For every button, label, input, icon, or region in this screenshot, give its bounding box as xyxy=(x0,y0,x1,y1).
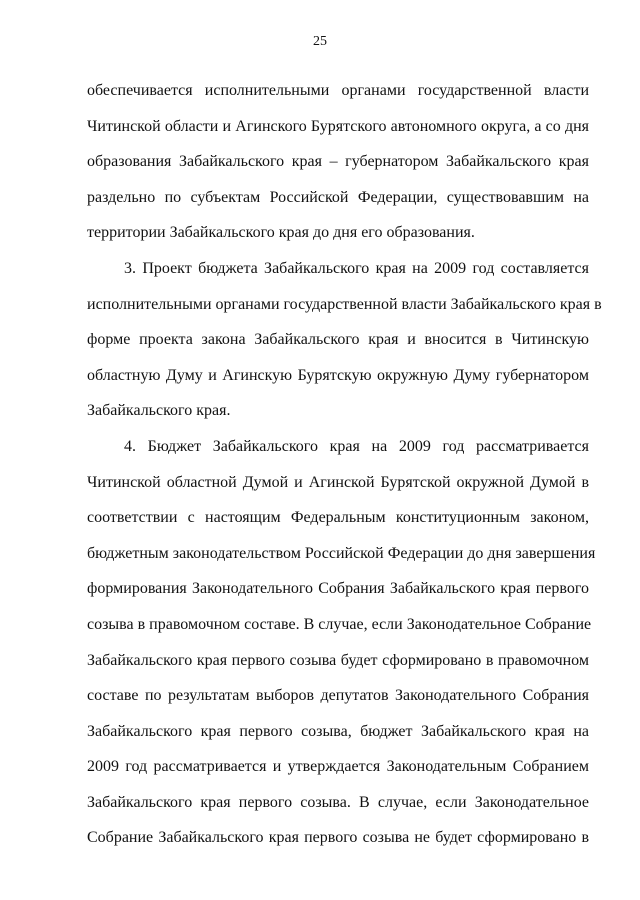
paragraph-1-line-4: раздельно по субъектам Российской Федерации, существовавшим на xyxy=(87,188,589,206)
paragraph-1-line-1: обеспечивается исполнительными органами государственной власти xyxy=(87,82,589,99)
paragraph-3-line-6: созыва в правомочном составе. В случае, если Законодательное Собрание xyxy=(87,615,592,633)
paragraph-1-line-2: Читинской области и Агинского Бурятского автономного округа, а со дня xyxy=(87,117,589,135)
paragraph-3-line-3: соответствии с настоящим Федеральным конституционным законом, xyxy=(87,509,589,527)
paragraph-2-line-2: исполнительными органами государственной власти Забайкальского края в xyxy=(87,295,602,313)
paragraph-3-line-9: Забайкальского края первого созыва, бюджет Забайкальского края на xyxy=(87,722,589,740)
paragraph-2-line-4: областную Думу и Агинскую Бурятскую окружную Думу губернатором xyxy=(87,366,589,384)
paragraph-3-line-1: 4. Бюджет Забайкальского края на 2009 год рассматривается xyxy=(124,437,589,455)
paragraph-3-line-11: Забайкальского края первого созыва. В случае, если Законодательное xyxy=(87,793,589,811)
paragraph-2-line-3: форме проекта закона Забайкальского края и вносится в Читинскую xyxy=(87,331,589,349)
paragraph-3-line-4: бюджетным законодательством Российской Федерации до дня завершения xyxy=(87,544,596,562)
paragraph-3-line-2: Читинской областной Думой и Агинской Бурятской окружной Думой в xyxy=(87,473,589,491)
paragraph-2-line-5: Забайкальского края. xyxy=(87,402,231,420)
paragraph-3-line-5: формирования Законодательного Собрания Забайкальского края первого xyxy=(87,580,589,598)
paragraph-3-line-7: Забайкальского края первого созыва будет сформировано в правомочном xyxy=(87,651,589,669)
paragraph-3-line-8: составе по результатам выборов депутатов Законодательного Собрания xyxy=(87,687,589,705)
paragraph-1-line-3: образования Забайкальского края – губернатором Забайкальского края xyxy=(87,153,589,171)
document-body xyxy=(87,73,602,856)
paragraph-3-line-10: 2009 год рассматривается и утверждается Законодательным Собранием xyxy=(87,758,589,776)
paragraph-2-line-1: 3. Проект бюджета Забайкальского края на 2009 год составляется xyxy=(124,259,589,277)
paragraph-1-line-5: территории Забайкальского края до дня его образования. xyxy=(87,224,475,242)
page-number: 25 xyxy=(313,34,327,49)
paragraph-3-line-12: Собрание Забайкальского края первого созыва не будет сформировано в xyxy=(87,829,589,847)
